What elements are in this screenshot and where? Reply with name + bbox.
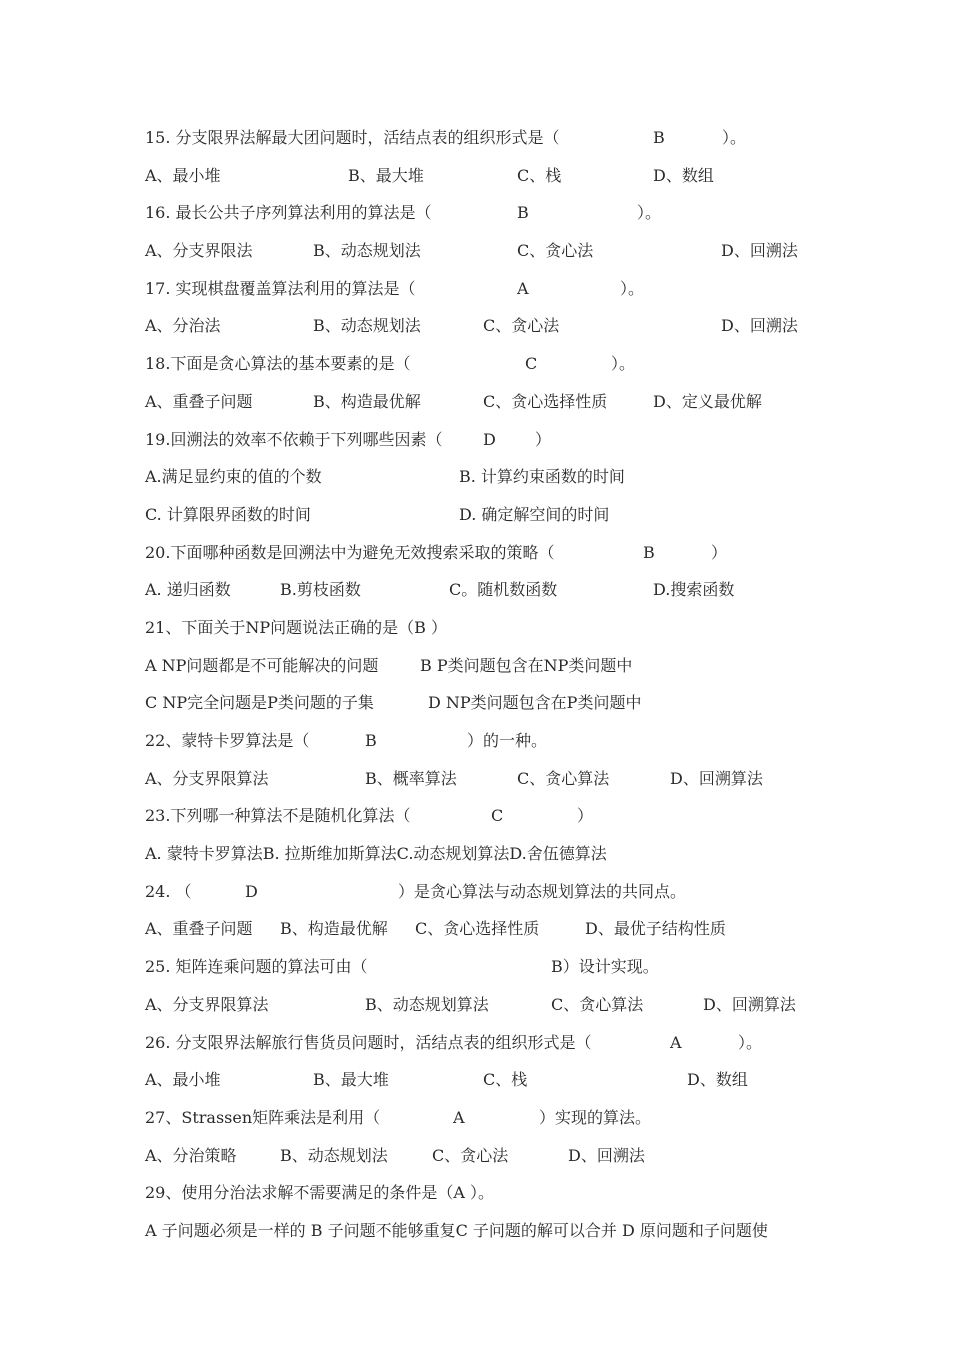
text-segment: ）。 [611, 354, 636, 374]
text-segment: B、动态规划算法 [365, 994, 489, 1014]
text-segment: A、分治策略 [145, 1145, 237, 1165]
text-segment: A、最小堆 [145, 165, 221, 185]
text-line [145, 722, 845, 760]
text-line [145, 684, 845, 722]
text-segment: 22、蒙特卡罗算法是（ [145, 731, 310, 750]
text-line [145, 421, 845, 459]
text-segment: ） [577, 806, 594, 826]
text-line [145, 986, 845, 1024]
text-segment: D、定义最优解 [653, 391, 762, 411]
text-line [145, 496, 845, 534]
text-segment: B、动态规划法 [313, 241, 421, 261]
text-line [145, 609, 845, 647]
text-segment: C NP完全问题是P类问题的子集 [145, 693, 374, 713]
text-segment: D、回溯法 [721, 241, 798, 261]
text-segment: A. 递归函数 [145, 580, 231, 600]
text-segment: D、数组 [687, 1070, 748, 1090]
text-segment: A. 蒙特卡罗算法B. 拉斯维加斯算法C.动态规划算法D.舍伍德算法 [145, 844, 607, 864]
text-segment: C [525, 354, 538, 374]
text-segment: A、重叠子问题 [145, 391, 253, 411]
text-segment: A、分支界限算法 [145, 994, 269, 1014]
text-segment: C、贪心法 [432, 1145, 509, 1165]
text-line [145, 194, 845, 232]
text-segment: B [365, 731, 377, 750]
text-segment: D [245, 881, 258, 901]
text-segment: D、回溯算法 [670, 768, 763, 788]
text-segment: C、贪心选择性质 [415, 919, 540, 939]
text-segment: C、贪心算法 [517, 768, 610, 788]
text-segment: B P类问题包含在NP类问题中 [420, 655, 633, 675]
text-segment: A、最小堆 [145, 1070, 221, 1090]
text-line [145, 383, 845, 421]
text-segment: ）。 [738, 1032, 763, 1052]
text-segment: D、回溯法 [721, 316, 798, 336]
text-segment: ）是贪心算法与动态规划算法的共同点。 [398, 881, 687, 901]
text-line [145, 1137, 845, 1175]
text-segment: C、贪心法 [483, 316, 560, 336]
text-line [145, 948, 845, 986]
text-segment: ）。 [722, 128, 747, 147]
text-line [145, 1099, 845, 1137]
text-segment: D、回溯算法 [703, 994, 796, 1014]
text-segment: B [653, 128, 665, 147]
text-line [145, 1061, 845, 1099]
text-segment: C、贪心法 [517, 241, 594, 261]
text-segment: A NP问题都是不可能解决的问题 [145, 655, 379, 675]
text-segment: A [517, 278, 529, 298]
text-segment: A、分治法 [145, 316, 221, 336]
text-line [145, 119, 845, 157]
text-segment: D、回溯法 [568, 1145, 645, 1165]
text-segment: 20.下面哪种函数是回溯法中为避免无效搜索采取的策略（ [145, 542, 555, 562]
text-segment: D. 确定解空间的时间 [459, 504, 610, 524]
text-line [145, 307, 845, 345]
text-segment: C. 计算限界函数的时间 [145, 504, 311, 524]
text-line [145, 232, 845, 270]
text-line [145, 345, 845, 383]
text-segment: 21、下面关于NP问题说法正确的是（B ） [145, 617, 447, 637]
text-segment: C、栈 [483, 1070, 528, 1090]
text-segment: C、贪心选择性质 [483, 391, 608, 411]
text-segment: 23.下列哪一种算法不是随机化算法（ [145, 806, 411, 826]
text-segment: B、动态规划法 [313, 316, 421, 336]
text-line [145, 760, 845, 798]
text-segment: 19.回溯法的效率不依赖于下列哪些因素（ [145, 429, 443, 449]
text-segment: A、分支界限法 [145, 241, 253, 261]
text-segment: A [670, 1032, 682, 1052]
text-segment: ）实现的算法。 [539, 1107, 652, 1127]
text-line [145, 571, 845, 609]
text-segment: B、最大堆 [348, 165, 424, 185]
text-segment: C、贪心算法 [551, 994, 644, 1014]
text-segment: B）设计实现。 [551, 957, 659, 977]
text-segment: A、分支界限算法 [145, 768, 269, 788]
text-segment: C [491, 806, 504, 826]
text-line [145, 534, 845, 572]
text-segment: D NP类问题包含在P类问题中 [428, 693, 642, 713]
text-line [145, 1024, 845, 1062]
text-segment: ）的一种。 [467, 731, 548, 750]
text-segment: A.满足显约束的值的个数 [145, 467, 322, 487]
question-list [145, 119, 845, 1250]
text-segment: B [643, 542, 655, 562]
text-segment: B.剪枝函数 [280, 580, 361, 600]
text-segment: 17. 实现棋盘覆盖算法利用的算法是（ [145, 278, 416, 298]
text-segment: ）。 [637, 203, 662, 223]
text-line [145, 1212, 845, 1250]
text-segment: 16. 最长公共子序列算法利用的算法是（ [145, 203, 432, 223]
text-segment: 26. 分支限界法解旅行售货员问题时，活结点表的组织形式是（ [145, 1032, 592, 1052]
text-line [145, 1174, 845, 1212]
text-segment: C、栈 [517, 165, 562, 185]
text-line [145, 157, 845, 195]
text-segment: B、动态规划法 [280, 1145, 388, 1165]
text-segment: B、概率算法 [365, 768, 457, 788]
text-segment: 24. （ [145, 881, 192, 901]
text-line [145, 270, 845, 308]
text-segment: B [517, 203, 529, 223]
text-line [145, 797, 845, 835]
text-segment: ） [711, 542, 728, 562]
text-line [145, 873, 845, 911]
text-segment: B、构造最优解 [313, 391, 421, 411]
text-segment: D、数组 [653, 165, 714, 185]
text-segment: A、重叠子问题 [145, 919, 253, 939]
text-segment: 18.下面是贪心算法的基本要素的是（ [145, 354, 411, 374]
text-segment: A [453, 1107, 465, 1127]
text-segment: D [483, 429, 496, 449]
text-segment: ）。 [620, 278, 645, 298]
text-segment: ） [535, 429, 552, 449]
text-segment: D.搜索函数 [653, 580, 735, 600]
text-line [145, 910, 845, 948]
text-segment: 15. 分支限界法解最大团问题时，活结点表的组织形式是（ [145, 128, 560, 147]
text-segment: B、最大堆 [313, 1070, 389, 1090]
text-segment: B. 计算约束函数的时间 [459, 467, 625, 487]
text-segment: 27、Strassen矩阵乘法是利用（ [145, 1107, 381, 1127]
text-segment: D、最优子结构性质 [585, 919, 726, 939]
text-line [145, 458, 845, 496]
text-segment: C。随机数函数 [449, 580, 558, 600]
text-line [145, 835, 845, 873]
text-segment: A 子问题必须是一样的 B 子问题不能够重复C 子问题的解可以合并 D 原问题和子问题使 [145, 1220, 768, 1240]
text-segment: 25. 矩阵连乘问题的算法可由（ [145, 957, 368, 977]
text-segment: 29、使用分治法求解不需要满足的条件是（A ）。 [145, 1183, 495, 1203]
text-segment: B、构造最优解 [280, 919, 388, 939]
text-line [145, 647, 845, 685]
